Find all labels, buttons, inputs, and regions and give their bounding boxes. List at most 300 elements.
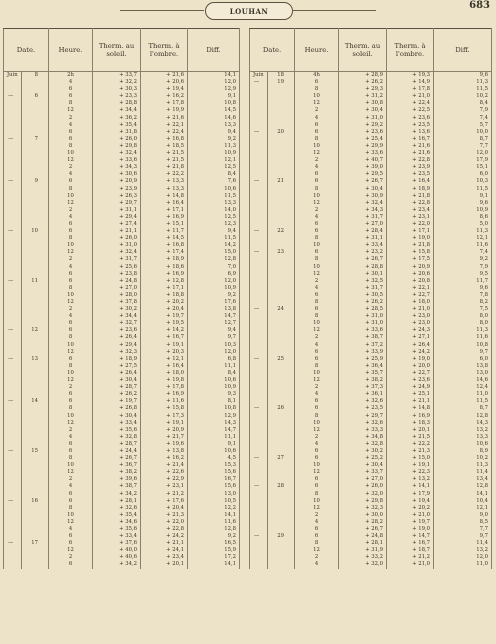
column-gap [240, 136, 250, 143]
cell-sun-temp: + 31,7 [93, 256, 141, 263]
cell-shade-temp: + 18,7 [387, 547, 434, 554]
cell-shade-temp: + 22,9 [141, 476, 188, 483]
cell-month [250, 334, 268, 341]
table-row [4, 334, 492, 341]
cell-shade-temp: + 21,8 [387, 193, 434, 200]
cell-sun-temp: + 36,2 [93, 115, 141, 122]
cell-hour: 10 [295, 320, 339, 327]
cell-month: — [250, 178, 268, 185]
cell-sun-temp: + 36,4 [339, 363, 387, 370]
cell-shade-temp: + 16,9 [141, 214, 188, 221]
cell-hour: 8 [49, 186, 93, 193]
table-row [4, 143, 492, 150]
cell-sun-temp: + 31,1 [339, 235, 387, 242]
cell-month [250, 540, 268, 547]
column-gap [240, 561, 250, 568]
cell-month: Juin [250, 72, 268, 80]
cell-difference: 11,6 [434, 242, 492, 249]
cell-hour: 2 [49, 306, 93, 313]
cell-shade-temp: + 11,7 [141, 228, 188, 235]
cell-day: 13 [22, 356, 49, 363]
cell-shade-temp: + 19,4 [141, 86, 188, 93]
cell-hour: 6 [295, 349, 339, 356]
cell-difference: 15,9 [188, 547, 240, 554]
cell-hour: 8 [295, 86, 339, 93]
cell-month [4, 171, 22, 178]
column-gap [240, 207, 250, 214]
cell-month [4, 554, 22, 561]
cell-hour: 12 [49, 519, 93, 526]
cell-month [250, 271, 268, 278]
cell-shade-temp: + 20,3 [141, 349, 188, 356]
cell-difference: 11,5 [434, 86, 492, 93]
cell-hour: 10 [295, 143, 339, 150]
cell-difference: 11,4 [434, 540, 492, 547]
cell-day: 14 [22, 398, 49, 405]
cell-hour: 6 [295, 178, 339, 185]
cell-shade-temp: + 24,1 [141, 547, 188, 554]
cell-hour: 6 [49, 228, 93, 235]
cell-shade-temp: + 13,8 [141, 448, 188, 455]
column-gap [240, 327, 250, 334]
cell-hour: 10 [295, 420, 339, 427]
cell-day: 15 [22, 448, 49, 455]
cell-sun-temp: + 24,8 [339, 533, 387, 540]
cell-month [250, 256, 268, 263]
cell-difference: 16,7 [188, 476, 240, 483]
cell-hour: 6 [295, 79, 339, 86]
cell-sun-temp: + 25,9 [339, 356, 387, 363]
cell-day [22, 264, 49, 271]
cell-day [22, 462, 49, 469]
cell-day [268, 377, 295, 384]
cell-month [250, 505, 268, 512]
column-gap [240, 349, 250, 356]
table-row [4, 469, 492, 476]
cell-day [22, 363, 49, 370]
cell-shade-temp: + 20,6 [141, 79, 188, 86]
cell-sun-temp: + 33,2 [339, 554, 387, 561]
table-row [4, 256, 492, 263]
cell-difference: 12,3 [188, 221, 240, 228]
table-row [4, 561, 492, 568]
cell-shade-temp: + 21,0 [387, 306, 434, 313]
cell-hour: 8 [295, 299, 339, 306]
cell-shade-temp: + 23,5 [387, 171, 434, 178]
cell-difference: 8,4 [434, 100, 492, 107]
cell-month [250, 143, 268, 150]
column-gap [240, 391, 250, 398]
cell-hour: 2 [49, 207, 93, 214]
cell-hour: 4 [49, 434, 93, 441]
cell-day: 17 [22, 540, 49, 547]
table-row [4, 299, 492, 306]
cell-day [268, 235, 295, 242]
cell-month [250, 86, 268, 93]
cell-day: 22 [268, 228, 295, 235]
cell-month [250, 171, 268, 178]
column-gap [240, 320, 250, 327]
cell-day [268, 512, 295, 519]
cell-difference: 13,3 [188, 200, 240, 207]
cell-day [22, 292, 49, 299]
table-row [4, 349, 492, 356]
cell-hour: 6 [49, 356, 93, 363]
cell-difference: 13,0 [434, 370, 492, 377]
cell-day [268, 122, 295, 129]
cell-difference: 12,9 [188, 86, 240, 93]
cell-day: 18 [268, 72, 295, 80]
cell-hour: 6 [295, 483, 339, 490]
cell-difference: 12,0 [434, 554, 492, 561]
cell-sun-temp: + 33,7 [93, 72, 141, 80]
cell-difference: 9,2 [188, 136, 240, 143]
cell-hour: 6 [49, 441, 93, 448]
cell-day [268, 186, 295, 193]
cell-shade-temp: + 18,8 [141, 292, 188, 299]
table-row [4, 186, 492, 193]
cell-hour: 2 [295, 207, 339, 214]
cell-day [268, 256, 295, 263]
cell-shade-temp: + 20,0 [387, 363, 434, 370]
cell-shade-temp: + 22,8 [141, 526, 188, 533]
table-row [4, 207, 492, 214]
cell-sun-temp: + 33,6 [93, 157, 141, 164]
table-row [4, 363, 492, 370]
cell-day [268, 420, 295, 427]
cell-shade-temp: + 24,9 [387, 384, 434, 391]
cell-sun-temp: + 28,1 [93, 498, 141, 505]
cell-shade-temp: + 19,6 [141, 441, 188, 448]
cell-month [250, 242, 268, 249]
cell-day: 25 [268, 356, 295, 363]
cell-hour: 12 [295, 469, 339, 476]
cell-hour: 6 [49, 271, 93, 278]
table-row [4, 72, 492, 80]
cell-day [22, 100, 49, 107]
cell-shade-temp: + 16,2 [141, 93, 188, 100]
cell-day [268, 278, 295, 285]
cell-sun-temp: + 38,2 [93, 469, 141, 476]
page-title: LOUHAN [205, 2, 293, 20]
cell-shade-temp: + 21,1 [141, 540, 188, 547]
cell-day [268, 207, 295, 214]
cell-sun-temp: + 28,5 [339, 306, 387, 313]
cell-month: — [4, 398, 22, 405]
column-header-hour: Heure. [295, 29, 339, 72]
cell-difference: 7,7 [434, 143, 492, 150]
cell-difference: 13,4 [434, 476, 492, 483]
table-row [4, 164, 492, 171]
cell-hour: 2 [295, 554, 339, 561]
cell-day: 7 [22, 136, 49, 143]
cell-sun-temp: + 33,4 [339, 242, 387, 249]
cell-difference: 8,0 [434, 313, 492, 320]
cell-month [4, 427, 22, 434]
cell-shade-temp: + 24,2 [141, 533, 188, 540]
cell-sun-temp: + 31,0 [339, 313, 387, 320]
cell-month [250, 115, 268, 122]
cell-day [268, 285, 295, 292]
cell-difference: 12,1 [434, 235, 492, 242]
cell-shade-temp: + 18,9 [141, 256, 188, 263]
cell-day [22, 427, 49, 434]
cell-hour: 8 [49, 143, 93, 150]
cell-month [250, 93, 268, 100]
cell-month [4, 256, 22, 263]
cell-difference: 12,8 [434, 413, 492, 420]
cell-month: — [250, 129, 268, 136]
cell-sun-temp: + 26,7 [339, 526, 387, 533]
cell-sun-temp: + 30,4 [339, 462, 387, 469]
cell-sun-temp: + 30,4 [339, 107, 387, 114]
cell-shade-temp: + 20,4 [141, 505, 188, 512]
cell-difference: 14,0 [188, 207, 240, 214]
cell-hour: 6 [49, 86, 93, 93]
cell-difference: 12,7 [188, 320, 240, 327]
cell-month [4, 214, 22, 221]
cell-difference: 11,0 [434, 391, 492, 398]
cell-hour: 10 [49, 413, 93, 420]
cell-day [22, 561, 49, 568]
cell-month [250, 547, 268, 554]
cell-sun-temp: + 23,6 [93, 327, 141, 334]
cell-difference: 11,0 [434, 561, 492, 568]
cell-sun-temp: + 23,5 [339, 405, 387, 412]
column-header-sun-thermometer: Therm. au soleil. [339, 29, 387, 72]
cell-shade-temp: + 21,5 [141, 150, 188, 157]
cell-day [268, 476, 295, 483]
cell-month [250, 462, 268, 469]
column-gap [240, 519, 250, 526]
table-row [4, 498, 492, 505]
cell-difference: 8,0 [434, 320, 492, 327]
cell-month [4, 349, 22, 356]
cell-shade-temp: + 16,9 [141, 391, 188, 398]
cell-shade-temp: + 21,1 [387, 398, 434, 405]
column-gap [240, 405, 250, 412]
cell-difference: 8,4 [188, 171, 240, 178]
cell-shade-temp: + 19,1 [387, 462, 434, 469]
column-header-difference: Diff. [434, 29, 492, 72]
cell-sun-temp: + 34,8 [339, 434, 387, 441]
cell-hour: 2h [49, 72, 93, 80]
column-gap [240, 377, 250, 384]
cell-month: — [4, 178, 22, 185]
cell-day [268, 264, 295, 271]
cell-sun-temp: + 30,2 [339, 448, 387, 455]
cell-month [250, 398, 268, 405]
cell-difference: 9,1 [434, 193, 492, 200]
cell-difference: 7,7 [434, 526, 492, 533]
cell-difference: 8,6 [434, 214, 492, 221]
cell-day [268, 200, 295, 207]
cell-sun-temp: + 31,1 [93, 207, 141, 214]
cell-hour: 4 [49, 171, 93, 178]
cell-difference: 4,5 [188, 455, 240, 462]
column-gap [240, 448, 250, 455]
table-row [4, 398, 492, 405]
cell-month [250, 235, 268, 242]
cell-day [268, 164, 295, 171]
cell-day [268, 342, 295, 349]
cell-month [4, 157, 22, 164]
cell-hour: 6 [295, 455, 339, 462]
cell-sun-temp: + 32,3 [93, 349, 141, 356]
column-gap [240, 221, 250, 228]
column-gap [240, 72, 250, 80]
cell-day [268, 427, 295, 434]
cell-month [4, 363, 22, 370]
cell-hour: 12 [295, 505, 339, 512]
cell-month [4, 292, 22, 299]
cell-month [4, 377, 22, 384]
cell-sun-temp: + 36,7 [93, 462, 141, 469]
cell-shade-temp: + 13,3 [141, 186, 188, 193]
cell-difference: 11,3 [434, 462, 492, 469]
cell-difference: 12,4 [434, 384, 492, 391]
cell-difference: 12,2 [188, 505, 240, 512]
cell-difference: 11,4 [434, 469, 492, 476]
cell-difference: 17,2 [188, 554, 240, 561]
cell-hour: 8 [295, 363, 339, 370]
cell-difference: 7,8 [434, 292, 492, 299]
cell-sun-temp: + 33,6 [339, 150, 387, 157]
cell-day [22, 306, 49, 313]
cell-day [22, 157, 49, 164]
cell-month [4, 235, 22, 242]
cell-month: — [4, 228, 22, 235]
cell-month [4, 469, 22, 476]
column-gap [240, 271, 250, 278]
cell-day [268, 561, 295, 568]
cell-shade-temp: + 19,7 [387, 519, 434, 526]
cell-month: — [4, 327, 22, 334]
cell-hour: 12 [49, 249, 93, 256]
table-row [4, 306, 492, 313]
cell-hour: 12 [295, 547, 339, 554]
cell-sun-temp: + 32,8 [93, 434, 141, 441]
cell-difference: 7,4 [434, 249, 492, 256]
cell-shade-temp: + 17,3 [141, 413, 188, 420]
cell-sun-temp: + 32,7 [93, 320, 141, 327]
column-gap [240, 157, 250, 164]
cell-sun-temp: + 26,2 [93, 391, 141, 398]
table-row [4, 221, 492, 228]
cell-shade-temp: + 21,0 [387, 561, 434, 568]
cell-hour: 12 [295, 150, 339, 157]
cell-difference: 14,2 [188, 242, 240, 249]
cell-difference: 14,3 [434, 420, 492, 427]
cell-month [4, 547, 22, 554]
cell-day [22, 200, 49, 207]
cell-sun-temp: + 33,9 [339, 349, 387, 356]
cell-sun-temp: + 35,4 [93, 122, 141, 129]
column-header-shade-thermometer: Therm. à l'ombre. [141, 29, 188, 72]
column-gap [240, 306, 250, 313]
cell-hour: 6 [49, 278, 93, 285]
cell-shade-temp: + 14,1 [387, 483, 434, 490]
table-body [4, 72, 492, 569]
cell-difference: 11,5 [434, 186, 492, 193]
cell-shade-temp: + 23,1 [387, 214, 434, 221]
cell-difference: 6,0 [434, 356, 492, 363]
cell-difference: 11,5 [434, 398, 492, 405]
cell-difference: 11,5 [188, 193, 240, 200]
cell-difference: 10,2 [434, 455, 492, 462]
cell-shade-temp: + 21,7 [141, 434, 188, 441]
cell-shade-temp: + 21,0 [387, 512, 434, 519]
cell-hour: 2 [295, 434, 339, 441]
cell-sun-temp: + 28,0 [93, 292, 141, 299]
cell-hour: 8 [295, 413, 339, 420]
cell-difference: 9,5 [434, 271, 492, 278]
table-row [4, 448, 492, 455]
cell-hour: 4 [295, 561, 339, 568]
cell-day [22, 441, 49, 448]
cell-difference: 14,7 [188, 313, 240, 320]
cell-shade-temp: + 21,5 [141, 157, 188, 164]
cell-sun-temp: + 30,0 [339, 512, 387, 519]
cell-hour: 6 [49, 448, 93, 455]
cell-shade-temp: + 21,6 [141, 72, 188, 80]
cell-sun-temp: + 37,2 [339, 342, 387, 349]
cell-sun-temp: + 29,2 [339, 122, 387, 129]
cell-difference: 11,3 [434, 228, 492, 235]
cell-day [22, 533, 49, 540]
cell-day [22, 115, 49, 122]
cell-hour: 10 [49, 512, 93, 519]
column-gap [240, 370, 250, 377]
column-gap [240, 79, 250, 86]
cell-sun-temp: + 35,6 [93, 427, 141, 434]
cell-sun-temp: + 39,6 [93, 476, 141, 483]
column-gap [240, 462, 250, 469]
cell-shade-temp: + 20,6 [387, 271, 434, 278]
cell-difference: 6,9 [188, 271, 240, 278]
column-gap [240, 526, 250, 533]
cell-day: 23 [268, 249, 295, 256]
table-row [4, 235, 492, 242]
cell-month [250, 420, 268, 427]
table-row [4, 129, 492, 136]
cell-sun-temp: + 29,7 [93, 200, 141, 207]
cell-hour: 6 [49, 533, 93, 540]
cell-month [250, 157, 268, 164]
cell-shade-temp: + 21,8 [141, 164, 188, 171]
cell-hour: 6 [295, 129, 339, 136]
column-gap [240, 129, 250, 136]
column-gap [240, 193, 250, 200]
cell-shade-temp: + 20,8 [387, 278, 434, 285]
cell-month: — [250, 249, 268, 256]
cell-day [268, 150, 295, 157]
cell-day [22, 143, 49, 150]
cell-difference: 13,2 [434, 547, 492, 554]
cell-month [4, 434, 22, 441]
cell-sun-temp: + 26,2 [339, 79, 387, 86]
cell-shade-temp: + 23,9 [387, 164, 434, 171]
cell-hour: 8 [295, 540, 339, 547]
cell-month [4, 526, 22, 533]
cell-shade-temp: + 23,0 [387, 320, 434, 327]
table-row [4, 342, 492, 349]
cell-month: — [4, 278, 22, 285]
table-row [4, 228, 492, 235]
cell-hour: 8 [295, 186, 339, 193]
table-row [4, 441, 492, 448]
cell-sun-temp: + 31,8 [93, 129, 141, 136]
